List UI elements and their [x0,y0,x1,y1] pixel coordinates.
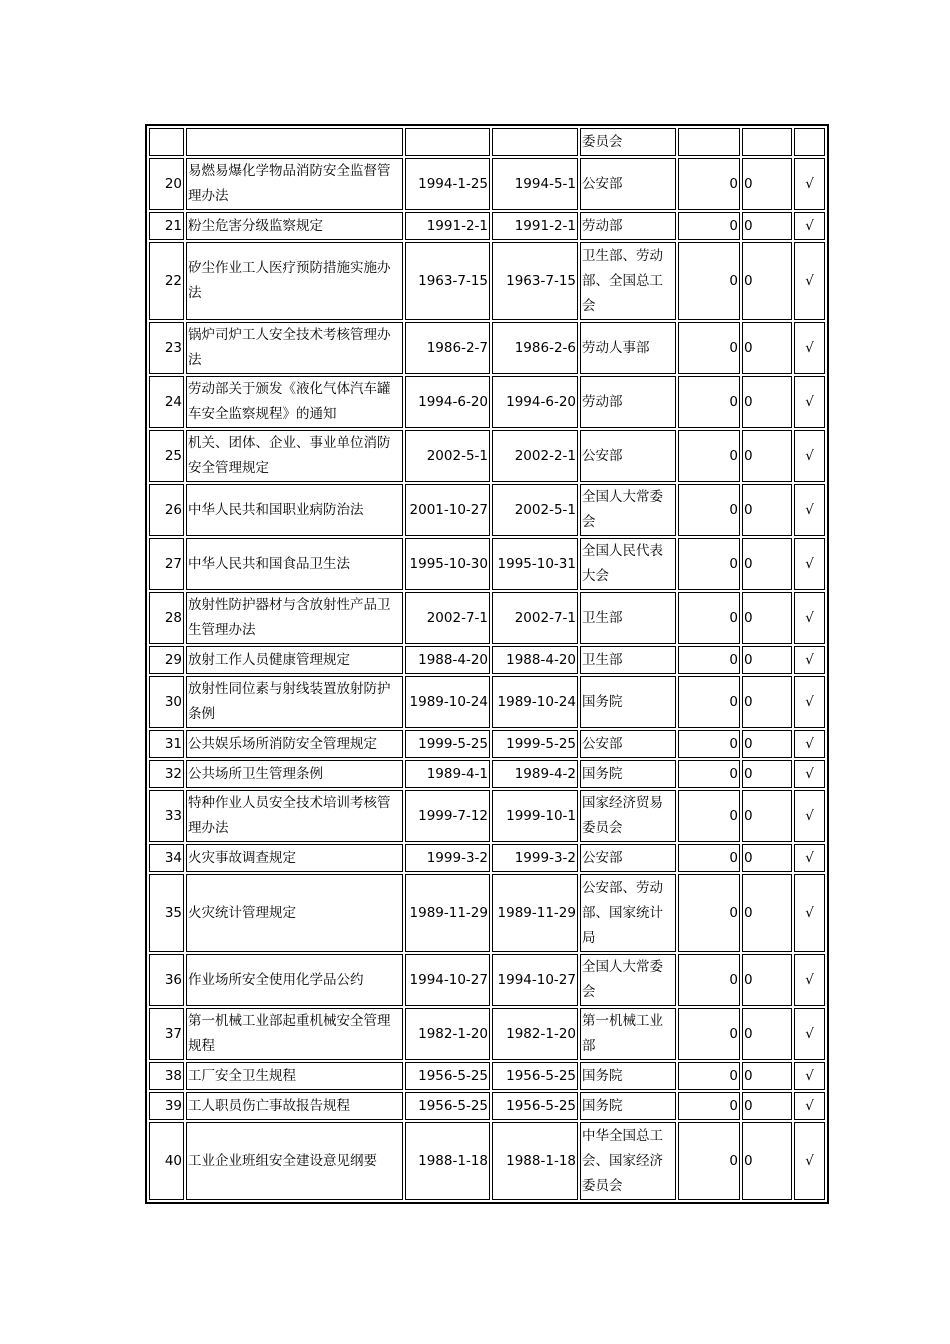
cell-effective-date: 1999-3-2 [492,844,578,872]
cell-check: √ [794,1122,825,1200]
cell-col-b: 0 [742,242,792,320]
table-row [149,954,825,1006]
cell-dept: 全国人大常委会 [580,954,676,1006]
cell-issue-date: 2002-5-1 [405,430,490,482]
cell-no: 20 [149,158,184,210]
cell-no: 33 [149,790,184,842]
cell-effective-date: 1999-5-25 [492,730,578,758]
cell-col-b: 0 [742,676,792,728]
table-row [149,874,825,952]
cell-effective-date: 1988-4-20 [492,646,578,674]
cell-check: √ [794,874,825,952]
cell-col-b: 0 [742,376,792,428]
cell-issue-date: 1963-7-15 [405,242,490,320]
cell-check: √ [794,212,825,240]
cell-col-b: 0 [742,874,792,952]
cell-name: 特种作业人员安全技术培训考核管理办法 [186,790,403,842]
table-row [149,730,825,758]
table-row-continuation [149,128,825,156]
cell-dept: 国务院 [580,1092,676,1120]
cell-issue-date: 1994-10-27 [405,954,490,1006]
cell-col-a: 0 [678,1008,740,1060]
table-row [149,646,825,674]
table-row [149,1122,825,1200]
cell-effective-date: 1995-10-31 [492,538,578,590]
cell-issue-date: 1994-6-20 [405,376,490,428]
cell-col-a: 0 [678,484,740,536]
cell-issue-date: 1989-11-29 [405,874,490,952]
table-row [149,592,825,644]
cell-no: 21 [149,212,184,240]
table-row [149,242,825,320]
table-body [149,128,825,1200]
cell-col-a: 0 [678,322,740,374]
cell-check: √ [794,484,825,536]
table-row [149,1092,825,1120]
cell-effective-date: 1994-5-1 [492,158,578,210]
cell-col-b: 0 [742,430,792,482]
cell-check: √ [794,730,825,758]
table-row [149,212,825,240]
cell-col-a: 0 [678,874,740,952]
cell-dept: 劳动人事部 [580,322,676,374]
cell-col-b: 0 [742,760,792,788]
cell-effective-date: 1986-2-6 [492,322,578,374]
cell-issue-date [405,128,490,156]
cell-check: √ [794,676,825,728]
cell-dept: 劳动部 [580,212,676,240]
cell-dept: 全国人民代表大会 [580,538,676,590]
cell-check: √ [794,242,825,320]
cell-dept: 国务院 [580,1062,676,1090]
cell-col-b: 0 [742,1008,792,1060]
cell-dept: 第一机械工业部 [580,1008,676,1060]
cell-check: √ [794,538,825,590]
cell-issue-date: 1991-2-1 [405,212,490,240]
cell-dept: 国务院 [580,760,676,788]
cell-col-a: 0 [678,790,740,842]
cell-col-a: 0 [678,954,740,1006]
cell-col-b: 0 [742,484,792,536]
cell-dept: 卫生部、劳动部、全国总工会 [580,242,676,320]
cell-effective-date: 2002-7-1 [492,592,578,644]
cell-check: √ [794,760,825,788]
cell-check: √ [794,646,825,674]
table-row [149,844,825,872]
cell-issue-date: 2002-7-1 [405,592,490,644]
cell-name: 工人职员伤亡事故报告规程 [186,1092,403,1120]
table-row [149,1008,825,1060]
cell-no: 24 [149,376,184,428]
cell-col-b: 0 [742,1122,792,1200]
cell-dept: 卫生部 [580,646,676,674]
cell-col-b: 0 [742,158,792,210]
cell-effective-date: 1994-10-27 [492,954,578,1006]
cell-check: √ [794,790,825,842]
cell-issue-date: 1999-3-2 [405,844,490,872]
cell-col-b: 0 [742,844,792,872]
cell-issue-date: 1989-4-1 [405,760,490,788]
table-row [149,760,825,788]
cell-dept: 公安部 [580,730,676,758]
cell-check: √ [794,322,825,374]
table-row [149,430,825,482]
cell-no: 29 [149,646,184,674]
table-row [149,484,825,536]
cell-name: 工厂安全卫生规程 [186,1062,403,1090]
cell-name: 易燃易爆化学物品消防安全监督管理办法 [186,158,403,210]
cell-col-b: 0 [742,592,792,644]
cell-name: 火灾事故调查规定 [186,844,403,872]
cell-dept: 全国人大常委会 [580,484,676,536]
cell-issue-date: 1988-4-20 [405,646,490,674]
cell-effective-date: 2002-2-1 [492,430,578,482]
cell-issue-date: 1956-5-25 [405,1062,490,1090]
cell-name: 粉尘危害分级监察规定 [186,212,403,240]
cell-check: √ [794,844,825,872]
cell-name: 中华人民共和国食品卫生法 [186,538,403,590]
cell-no: 36 [149,954,184,1006]
cell-col-a: 0 [678,430,740,482]
cell-name: 中华人民共和国职业病防治法 [186,484,403,536]
cell-name: 机关、团体、企业、事业单位消防安全管理规定 [186,430,403,482]
cell-dept: 公安部 [580,430,676,482]
cell-effective-date: 1988-1-18 [492,1122,578,1200]
cell-col-a: 0 [678,760,740,788]
cell-col-a: 0 [678,730,740,758]
cell-no: 34 [149,844,184,872]
cell-issue-date: 2001-10-27 [405,484,490,536]
cell-effective-date: 1982-1-20 [492,1008,578,1060]
table-row [149,1062,825,1090]
cell-col-a: 0 [678,242,740,320]
cell-name: 放射工作人员健康管理规定 [186,646,403,674]
cell-effective-date: 1989-11-29 [492,874,578,952]
cell-col-a: 0 [678,844,740,872]
cell-no: 30 [149,676,184,728]
cell-effective-date: 2002-5-1 [492,484,578,536]
cell-col-a: 0 [678,1092,740,1120]
table-row [149,676,825,728]
cell-issue-date: 1988-1-18 [405,1122,490,1200]
cell-name: 第一机械工业部起重机械安全管理规程 [186,1008,403,1060]
cell-col-b: 0 [742,322,792,374]
cell-name [186,128,403,156]
cell-issue-date: 1982-1-20 [405,1008,490,1060]
cell-issue-date: 1956-5-25 [405,1092,490,1120]
table-row [149,158,825,210]
cell-name: 火灾统计管理规定 [186,874,403,952]
cell-no: 39 [149,1092,184,1120]
cell-name: 作业场所安全使用化学品公约 [186,954,403,1006]
cell-col-a: 0 [678,376,740,428]
cell-dept: 公安部、劳动部、国家统计局 [580,874,676,952]
cell-effective-date: 1991-2-1 [492,212,578,240]
cell-name: 放射性防护器材与含放射性产品卫生管理办法 [186,592,403,644]
cell-effective-date: 1956-5-25 [492,1062,578,1090]
cell-effective-date: 1999-10-1 [492,790,578,842]
regulations-table [145,124,829,1204]
cell-col-a: 0 [678,212,740,240]
cell-dept: 国家经济贸易委员会 [580,790,676,842]
cell-col-a: 0 [678,158,740,210]
table-row [149,790,825,842]
cell-no: 23 [149,322,184,374]
cell-issue-date: 1995-10-30 [405,538,490,590]
cell-name: 放射性同位素与射线装置放射防护条例 [186,676,403,728]
cell-name: 公共娱乐场所消防安全管理规定 [186,730,403,758]
cell-check [794,128,825,156]
cell-check: √ [794,954,825,1006]
cell-name: 锅炉司炉工人安全技术考核管理办法 [186,322,403,374]
cell-dept: 卫生部 [580,592,676,644]
cell-issue-date: 1989-10-24 [405,676,490,728]
cell-col-a: 0 [678,592,740,644]
cell-issue-date: 1994-1-25 [405,158,490,210]
cell-col-b: 0 [742,646,792,674]
cell-no: 27 [149,538,184,590]
cell-no: 25 [149,430,184,482]
cell-check: √ [794,1092,825,1120]
cell-check: √ [794,430,825,482]
cell-issue-date: 1999-5-25 [405,730,490,758]
cell-no: 32 [149,760,184,788]
cell-effective-date [492,128,578,156]
cell-name: 公共场所卫生管理条例 [186,760,403,788]
cell-effective-date: 1956-5-25 [492,1092,578,1120]
cell-dept: 劳动部 [580,376,676,428]
cell-col-b: 0 [742,790,792,842]
cell-col-b: 0 [742,954,792,1006]
cell-col-b: 0 [742,1092,792,1120]
cell-col-b: 0 [742,538,792,590]
cell-col-a: 0 [678,1062,740,1090]
cell-effective-date: 1989-4-2 [492,760,578,788]
cell-no: 26 [149,484,184,536]
cell-dept: 委员会 [580,128,676,156]
cell-name: 劳动部关于颁发《液化气体汽车罐车安全监察规程》的通知 [186,376,403,428]
cell-check: √ [794,1008,825,1060]
cell-col-b: 0 [742,1062,792,1090]
cell-no: 35 [149,874,184,952]
cell-issue-date: 1999-7-12 [405,790,490,842]
cell-no: 37 [149,1008,184,1060]
cell-no [149,128,184,156]
cell-effective-date: 1989-10-24 [492,676,578,728]
cell-name: 工业企业班组安全建设意见纲要 [186,1122,403,1200]
cell-effective-date: 1963-7-15 [492,242,578,320]
cell-no: 28 [149,592,184,644]
cell-dept: 公安部 [580,158,676,210]
cell-check: √ [794,592,825,644]
cell-col-a: 0 [678,676,740,728]
cell-col-b: 0 [742,212,792,240]
cell-name: 矽尘作业工人医疗预防措施实施办法 [186,242,403,320]
cell-check: √ [794,1062,825,1090]
cell-dept: 公安部 [580,844,676,872]
cell-col-a [678,128,740,156]
cell-col-b: 0 [742,730,792,758]
cell-dept: 国务院 [580,676,676,728]
cell-no: 40 [149,1122,184,1200]
cell-col-a: 0 [678,1122,740,1200]
cell-no: 22 [149,242,184,320]
cell-col-b [742,128,792,156]
cell-check: √ [794,376,825,428]
cell-col-a: 0 [678,646,740,674]
table-row [149,376,825,428]
cell-effective-date: 1994-6-20 [492,376,578,428]
cell-check: √ [794,158,825,210]
table-row [149,322,825,374]
cell-dept: 中华全国总工会、国家经济委员会 [580,1122,676,1200]
cell-issue-date: 1986-2-7 [405,322,490,374]
cell-no: 31 [149,730,184,758]
table-row [149,538,825,590]
cell-col-a: 0 [678,538,740,590]
cell-no: 38 [149,1062,184,1090]
